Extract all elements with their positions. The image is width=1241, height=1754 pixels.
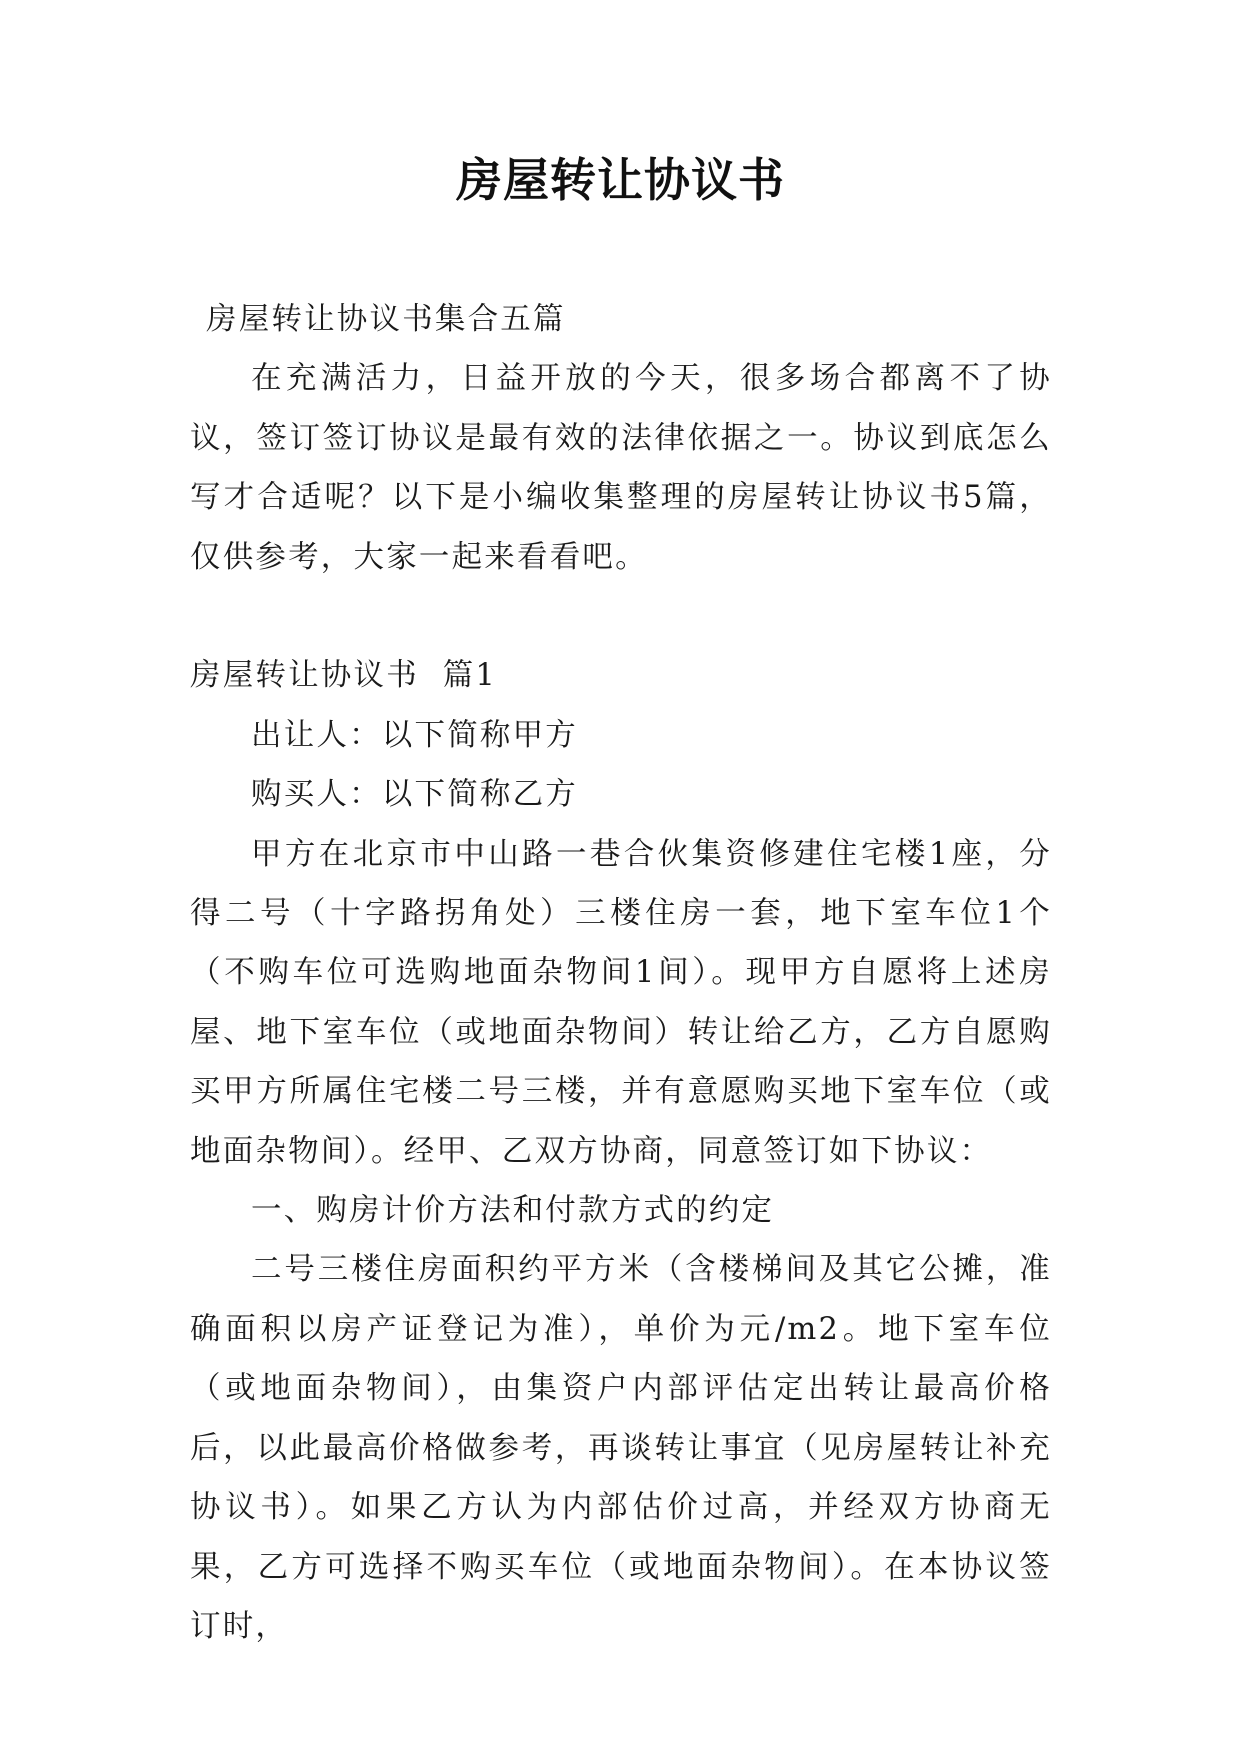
buyer-line: 购买人：以下简称乙方 — [251, 777, 578, 813]
clause-heading: 一、购房计价方法和付款方式的约定 — [251, 1193, 775, 1229]
document-body — [190, 290, 1052, 1656]
intro-paragraph: 在充满活力，日益开放的今天，很多场合都离不了协议，签订签订协议是最有效的法律依据之一。协议到底怎么写才合适呢？以下是小编收集整理的房屋转让协议书5篇，仅供参考，大家一起来看看吧。 — [190, 361, 1052, 575]
seller-line: 出让人：以下简称甲方 — [251, 717, 578, 753]
paragraph-spacer — [190, 587, 1052, 646]
document-subtitle: 房屋转让协议书集合五篇 — [206, 302, 566, 337]
agreement-paragraph: 甲方在北京市中山路一巷合伙集资修建住宅楼1座，分得二号（十字路拐角处）三楼住房一套，地下室车位1个（不购车位可选购地面杂物间1间）。现甲方自愿将上述房屋、地下室车位（或地面杂物间）转让给乙方，乙方自愿购买甲方所属住宅楼二号三楼，并有意愿购买地下室车位（或地面杂物间）。经甲、乙双方协商，同意签订如下协议： — [190, 836, 1052, 1169]
pricing-paragraph: 二号三楼住房面积约平方米（含楼梯间及其它公摊，准确面积以房产证登记为准），单价为元/m2。地下室车位（或地面杂物间），由集资户内部评估定出转让最高价格后，以此最高价格做参考，再谈转让事宜（见房屋转让补充协议书）。如果乙方认为内部估价过高，并经双方协商无果，乙方可选择不购买车位（或地面杂物间）。在本协议签订时， — [190, 1252, 1052, 1644]
document-title: 房屋转让协议书 — [456, 153, 785, 207]
section-heading: 房屋转让协议书 篇1 — [190, 658, 497, 694]
